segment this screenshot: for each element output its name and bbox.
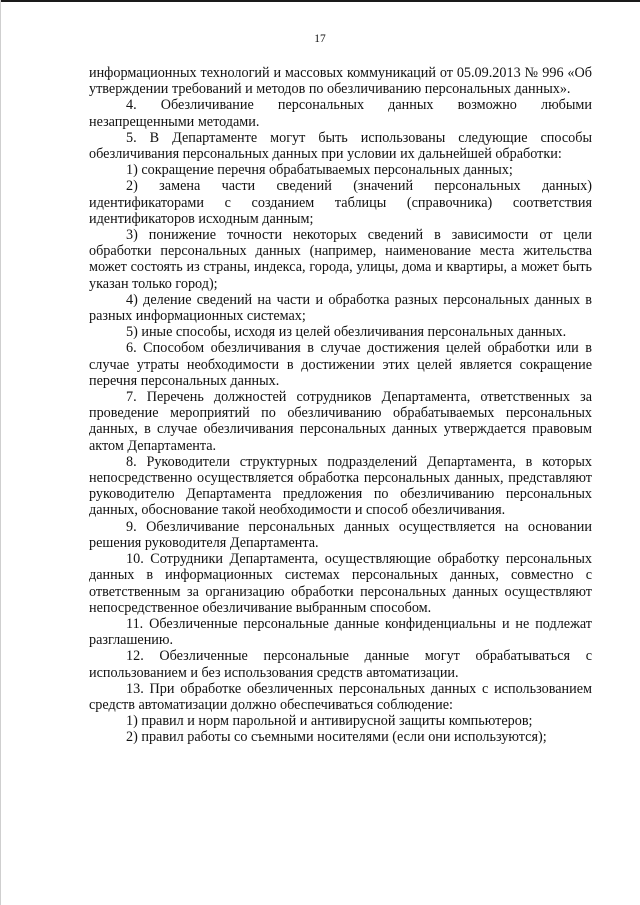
paragraph-item-10: 10. Сотрудники Департамента, осуществляющие обработку персональных данных в информационных системах персональных данных, совместно с ответственным за организацию обработки персональных данных осуществляют непосредственное обезличивание выбранным способом.	[89, 551, 592, 616]
paragraph-item-12: 12. Обезличенные персональные данные могут обрабатываться с использованием и без использования средств автоматизации.	[89, 648, 592, 681]
paragraph-item-11: 11. Обезличенные персональные данные конфиденциальны и не подлежат разглашению.	[89, 615, 592, 649]
page-number: 17	[314, 33, 326, 45]
list-item-13-1: 1) правил и норм парольной и антивирусной защиты компьютеров;	[126, 713, 533, 730]
paragraph-item-8: 8. Руководители структурных подразделений Департамента, в которых непосредственно осуществляется обработка персональных данных, представляют руководителю Департамента предложения по обезличиванию персональных данных, обоснование такой необходимости и способ обезличивания.	[89, 453, 592, 519]
list-item-5-3: 3) понижение точности некоторых сведений в зависимости от цели обработки персональных данных (например, наименование места жительства может состоять из страны, индекса, города, улицы, дома и квартиры, а может быть указан только город);	[89, 227, 592, 292]
paragraph-item-9: 9. Обезличивание персональных данных осуществляется на основании решения руководителя Департамента.	[89, 518, 592, 551]
document-body	[89, 65, 592, 746]
paragraph-item-7: 7. Перечень должностей сотрудников Департамента, ответственных за проведение мероприятий по обезличиванию обрабатываемых персональных данных, в случае обезличивания персональных данных утверждается правовым актом Департамента.	[89, 389, 592, 454]
page-left-edge	[0, 0, 1, 905]
list-item-5-4: 4) деление сведений на части и обработка разных персональных данных в разных информационных системах;	[89, 291, 592, 325]
list-item-5-5: 5) иные способы, исходя из целей обезличивания персональных данных.	[126, 324, 567, 341]
paragraph-item-5: 5. В Департаменте могут быть использованы следующие способы обезличивания персональных данных при условии их дальнейшей обработки:	[89, 129, 592, 163]
list-item-5-2: 2) замена части сведений (значений персональных данных) идентификаторами с созданием таблицы (справочника) соответствия идентификаторов исходным данным;	[89, 178, 592, 227]
list-item-13-2: 2) правил работы со съемными носителями (если они используются);	[126, 729, 547, 746]
paragraph-continuation: информационных технологий и массовых коммуникаций от 05.09.2013 № 996 «Об утверждении требований и методов по обезличиванию персональных данных».	[89, 65, 592, 98]
paragraph-item-6: 6. Способом обезличивания в случае достижения целей обработки или в случае утраты необходимости в достижении этих целей является сокращение перечня персональных данных.	[89, 340, 592, 389]
list-item-5-1: 1) сокращение перечня обрабатываемых персональных данных;	[126, 162, 513, 179]
page-top-edge	[0, 0, 640, 2]
paragraph-item-13: 13. При обработке обезличенных персональных данных с использованием средств автоматизации должно обеспечиваться соблюдение:	[89, 680, 592, 713]
paragraph-item-4: 4. Обезличивание персональных данных возможно любыми незапрещенными методами.	[89, 97, 592, 130]
